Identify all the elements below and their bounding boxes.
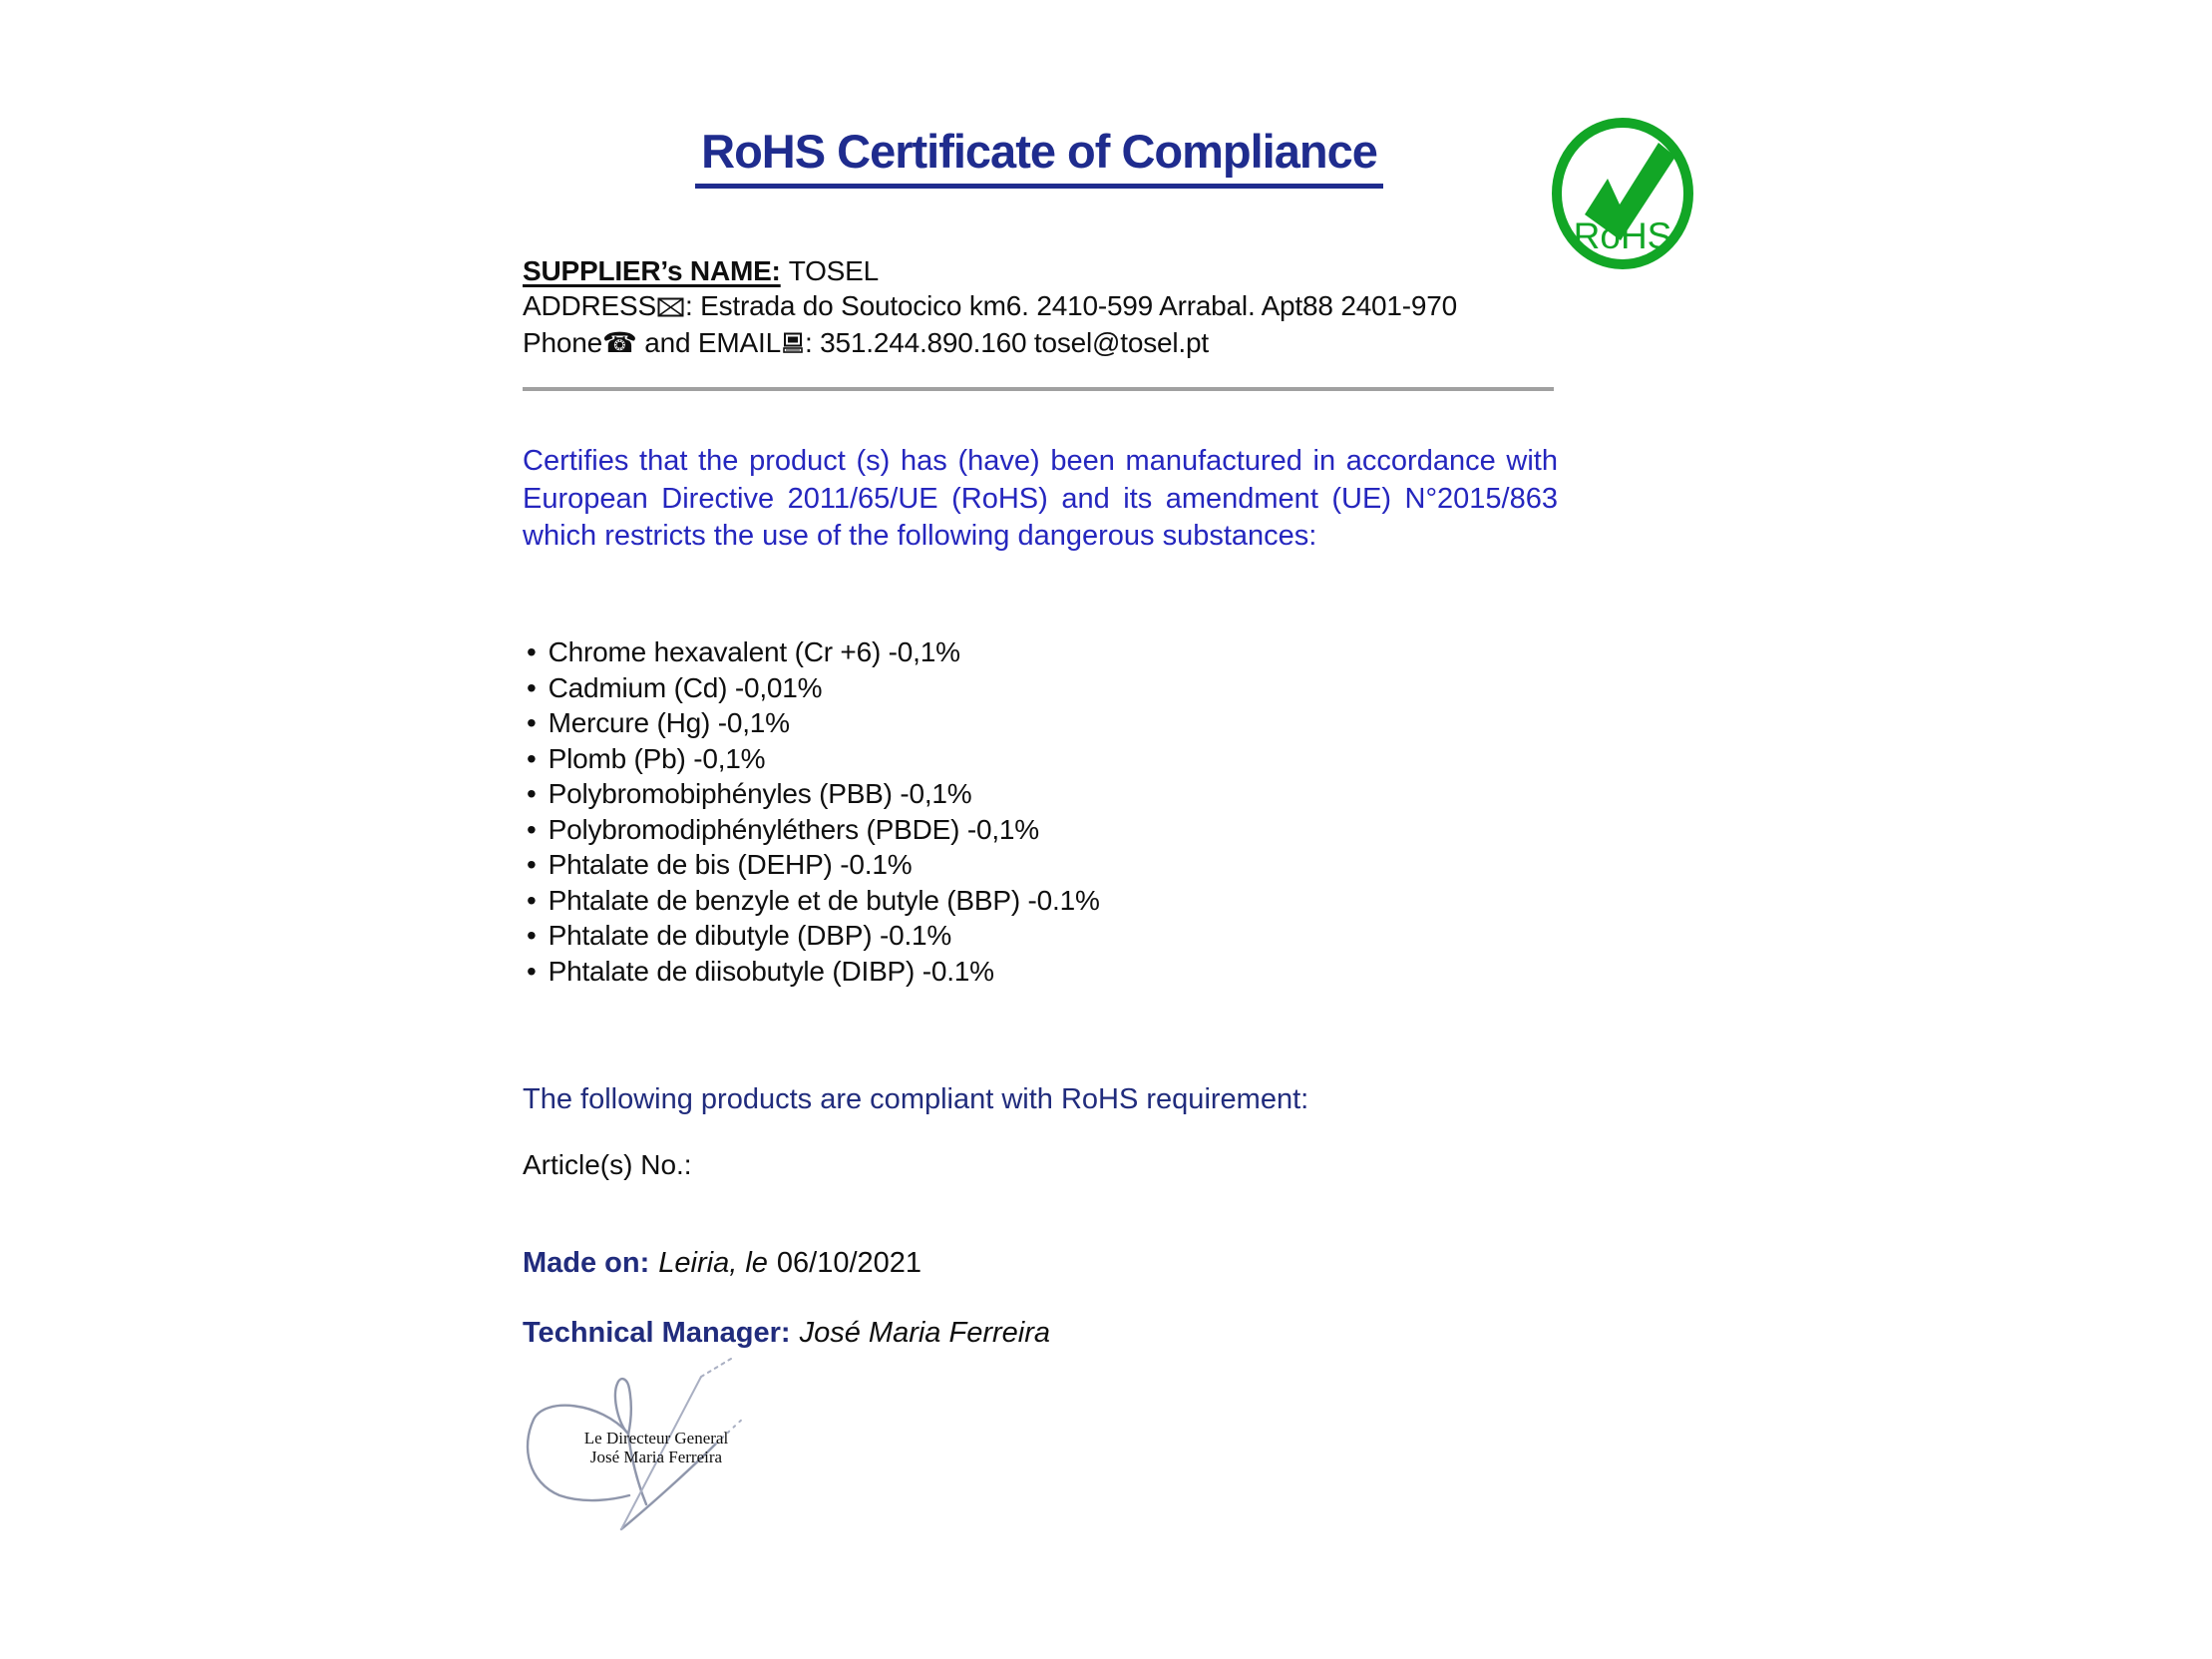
made-on-date: 06/10/2021 <box>776 1247 922 1279</box>
made-on-place: Leiria, le <box>658 1247 768 1279</box>
substance-item: • Phtalate de bis (DEHP) -0.1% <box>527 847 1524 883</box>
envelope-icon <box>657 290 684 325</box>
computer-icon <box>782 327 804 362</box>
signature-name: José Maria Ferreira <box>589 1448 723 1466</box>
substance-item: • Phtalate de dibutyle (DBP) -0.1% <box>527 918 1524 954</box>
technical-manager-name: José Maria Ferreira <box>799 1317 1050 1349</box>
substance-item: • Polybromodiphényléthers (PBDE) -0,1% <box>527 812 1524 848</box>
signature-title: Le Directeur General <box>583 1429 729 1448</box>
substances-list <box>527 634 1524 989</box>
substance-item: • Phtalate de diisobutyle (DIBP) -0.1% <box>527 954 1524 990</box>
signature-block <box>499 1357 798 1576</box>
supplier-contact-line <box>523 325 1560 362</box>
address-value: : Estrada do Soutocico km6. 2410-599 Arrabal. Apt88 2401-970 <box>684 290 1458 321</box>
rohs-logo-label: RoHS <box>1573 215 1672 256</box>
made-on-line <box>523 1247 1558 1280</box>
supplier-name-value: TOSEL <box>788 255 879 286</box>
technical-manager-line <box>523 1317 1558 1350</box>
substance-item: • Chrome hexavalent (Cr +6) -0,1% <box>527 634 1524 670</box>
technical-manager-label: Technical Manager: <box>523 1317 791 1349</box>
substance-item: • Plomb (Pb) -0,1% <box>527 741 1524 777</box>
article-number-line: Article(s) No.: <box>523 1149 692 1180</box>
compliance-heading: The following products are compliant with RoHS requirement: <box>523 1083 1309 1115</box>
address-label: ADDRESS <box>523 290 656 321</box>
phone-icon: ☎ <box>601 327 637 358</box>
supplier-address-line <box>523 288 1560 325</box>
page-title: RoHS Certificate of Compliance <box>695 124 1383 189</box>
signature-text <box>576 1429 736 1466</box>
substance-item: • Phtalate de benzyle et de butyle (BBP) -0.1% <box>527 883 1524 919</box>
email-label: and EMAIL <box>636 327 781 358</box>
supplier-name-label: SUPPLIER’s NAME: <box>523 255 781 286</box>
contact-value: : 351.244.890.160 tosel@tosel.pt <box>804 327 1209 358</box>
divider-rule <box>523 387 1554 391</box>
certification-statement: Certifies that the product (s) has (have) been manufactured in accordance with European Directive 2011/65/UE (RoHS) and its amendment (UE) N°2015/863 which restricts the use of the following dangerous substances: <box>523 445 1558 552</box>
phone-label: Phone <box>523 327 602 358</box>
substance-item: • Polybromobiphényles (PBB) -0,1% <box>527 776 1524 812</box>
supplier-info <box>523 253 1560 362</box>
header <box>523 124 1556 189</box>
made-on-label: Made on: <box>523 1247 650 1279</box>
signature-image <box>499 1357 798 1576</box>
substance-item: • Cadmium (Cd) -0,01% <box>527 670 1524 706</box>
rohs-logo <box>1548 116 1697 271</box>
supplier-name-line <box>523 253 1560 288</box>
substance-item: • Mercure (Hg) -0,1% <box>527 705 1524 741</box>
